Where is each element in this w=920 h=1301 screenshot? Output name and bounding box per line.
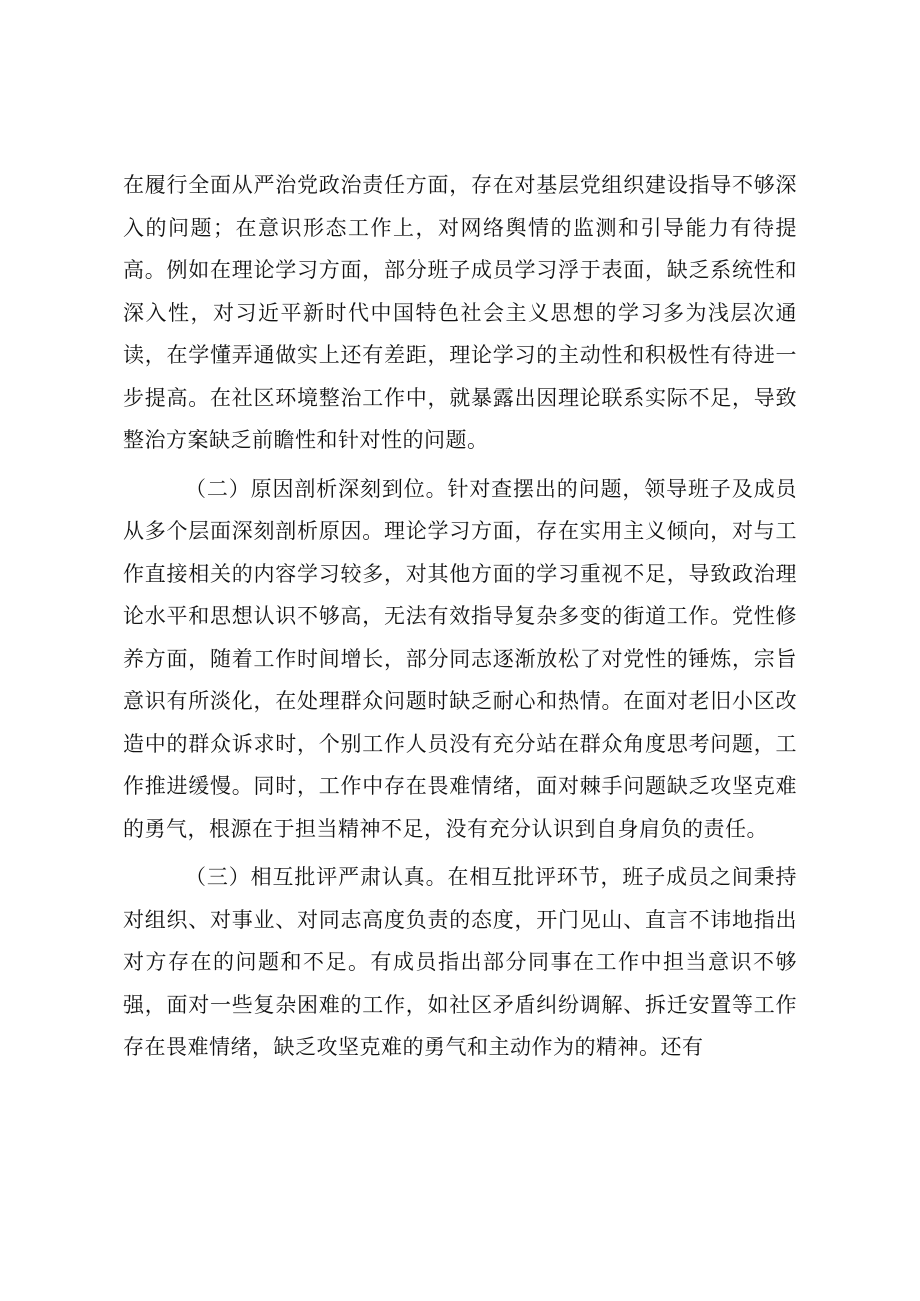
document-body (123, 164, 797, 1075)
paragraph-mutual-criticism: （三）相互批评严肃认真。在相互批评环节，班子成员之间秉持对组织、对事业、对同志高度负责的态度，开门见山、直言不讳地指出对方存在的问题和不足。有成员指出部分同事在工作中担当意识不够强，面对一些复杂困难的工作，如社区矛盾纠纷调解、拆迁安置等工作存在畏难情绪，缺乏攻坚克难的勇气和主动作为的精神。还有 (123, 865, 797, 1059)
paragraph-continuation: 在履行全面从严治党政治责任方面，存在对基层党组织建设指导不够深入的问题；在意识形态工作上，对网络舆情的监测和引导能力有待提高。例如在理论学习方面，部分班子成员学习浮于表面，缺乏系统性和深入性，对习近平新时代中国特色社会主义思想的学习多为浅层次通读，在学懂弄通做实上还有差距，理论学习的主动性和积极性有待进一步提高。在社区环境整治工作中，就暴露出因理论联系实际不足，导致整治方案缺乏前瞻性和针对性的问题。 (123, 173, 797, 452)
paragraph-cause-analysis: （二）原因剖析深刻到位。针对查摆出的问题，领导班子及成员从多个层面深刻剖析原因。理论学习方面，存在实用主义倾向，对与工作直接相关的内容学习较多，对其他方面的学习重视不足，导致政治理论水平和思想认识不够高，无法有效指导复杂多变的街道工作。党性修养方面，随着工作时间增长，部分同志逐渐放松了对党性的锤炼，宗旨意识有所淡化，在处理群众问题时缺乏耐心和热情。在面对老旧小区改造中的群众诉求时，个别工作人员没有充分站在群众角度思考问题，工作推进缓慢。同时，工作中存在畏难情绪，面对棘手问题缺乏攻坚克难的勇气，根源在于担当精神不足，没有充分认识到自身肩负的责任。 (123, 476, 797, 841)
